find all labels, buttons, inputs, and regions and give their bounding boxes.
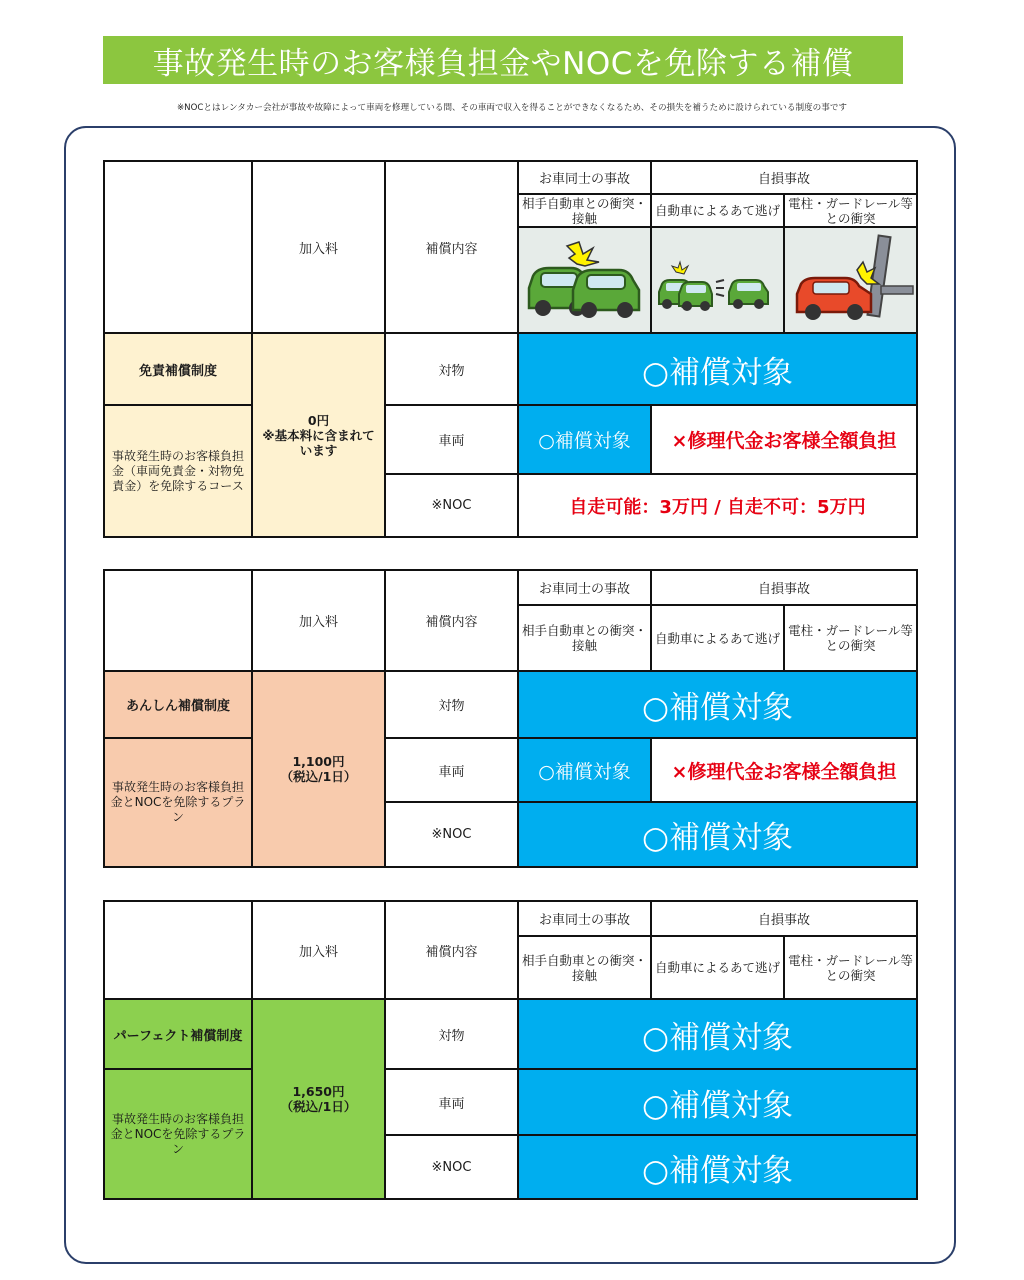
pole-header: 電柱・ガードレール等との衝突 [784,605,917,671]
plan-table-anshin [103,569,918,868]
hit-and-run-illustration [651,227,784,333]
car-collision-illustration [518,227,651,333]
vehicle-collision-coverage: ○補償対象 [518,738,651,802]
fee-header: 加入料 [252,901,385,999]
noc-coverage: ○補償対象 [518,1135,917,1199]
pole-header: 電柱・ガードレール等との衝突 [784,194,917,227]
hit-and-run-header: 自動車によるあて逃げ [651,194,784,227]
fee-perfect: 1,650円 （税込/1日） [252,999,385,1199]
hit-and-run-header: 自動車によるあて逃げ [651,936,784,999]
plan-desc-menseki: 事故発生時のお客様負担金（車両免責金・対物免責金）を免除するコース [104,405,252,537]
car-vs-car-header: お車同士の事故 [518,901,651,936]
plan-table-perfect [103,900,918,1200]
corner-cell [104,570,252,671]
car-vs-car-header: お車同士の事故 [518,570,651,605]
hit-and-run-icon [652,228,783,332]
fee-menseki: 0円 ※基本料に含まれています [252,333,385,537]
self-accident-header: 自損事故 [651,901,917,936]
vehicle-coverage: ○補償対象 [518,1069,917,1135]
collision-header: 相手自動車との衝突・接触 [518,194,651,227]
pole-collision-illustration [784,227,917,333]
collision-header: 相手自動車との衝突・接触 [518,936,651,999]
noc-coverage: 自走可能：3万円 / 自走不可：5万円 [518,474,917,537]
fee-header: 加入料 [252,161,385,333]
pole-header: 電柱・ガードレール等との衝突 [784,936,917,999]
row-label-noc: ※NOC [385,802,518,867]
self-accident-header: 自損事故 [651,161,917,194]
collision-header: 相手自動車との衝突・接触 [518,605,651,671]
plan-name-anshin: あんしん補償制度 [104,671,252,738]
self-accident-header: 自損事故 [651,570,917,605]
plan-desc-anshin: 事故発生時のお客様負担金とNOCを免除するプラン [104,738,252,867]
property-coverage: ○補償対象 [518,333,917,405]
property-coverage: ○補償対象 [518,999,917,1069]
noc-footnote: ※NOCとはレンタカー会社が事故や故障によって車両を修理している間、その車両で収入を得ることができなくなるため、その損失を補うために設けられている制度の事です [176,103,848,113]
coverage-header: 補償内容 [385,901,518,999]
vehicle-other-coverage: ×修理代金お客様全額負担 [651,405,917,474]
page-title: 事故発生時のお客様負担金やNOCを免除する補償 [152,45,854,82]
plan-name-menseki: 免責補償制度 [104,333,252,405]
title-banner [103,36,903,84]
coverage-header: 補償内容 [385,570,518,671]
row-label-noc: ※NOC [385,1135,518,1199]
row-label-vehicle: 車両 [385,738,518,802]
car-collision-icon [519,228,650,332]
pole-collision-icon [785,228,916,332]
plan-desc-perfect: 事故発生時のお客様負担金とNOCを免除するプラン [104,1069,252,1199]
row-label-property: 対物 [385,333,518,405]
corner-cell [104,161,252,333]
corner-cell [104,901,252,999]
fee-header: 加入料 [252,570,385,671]
property-coverage: ○補償対象 [518,671,917,738]
row-label-property: 対物 [385,671,518,738]
noc-coverage: ○補償対象 [518,802,917,867]
row-label-noc: ※NOC [385,474,518,537]
fee-anshin: 1,100円 （税込/1日） [252,671,385,867]
vehicle-collision-coverage: ○補償対象 [518,405,651,474]
hit-and-run-header: 自動車によるあて逃げ [651,605,784,671]
row-label-property: 対物 [385,999,518,1069]
row-label-vehicle: 車両 [385,1069,518,1135]
vehicle-other-coverage: ×修理代金お客様全額負担 [651,738,917,802]
coverage-header: 補償内容 [385,161,518,333]
plan-name-perfect: パーフェクト補償制度 [104,999,252,1069]
car-vs-car-header: お車同士の事故 [518,161,651,194]
row-label-vehicle: 車両 [385,405,518,474]
plan-table-menseki [103,160,918,538]
